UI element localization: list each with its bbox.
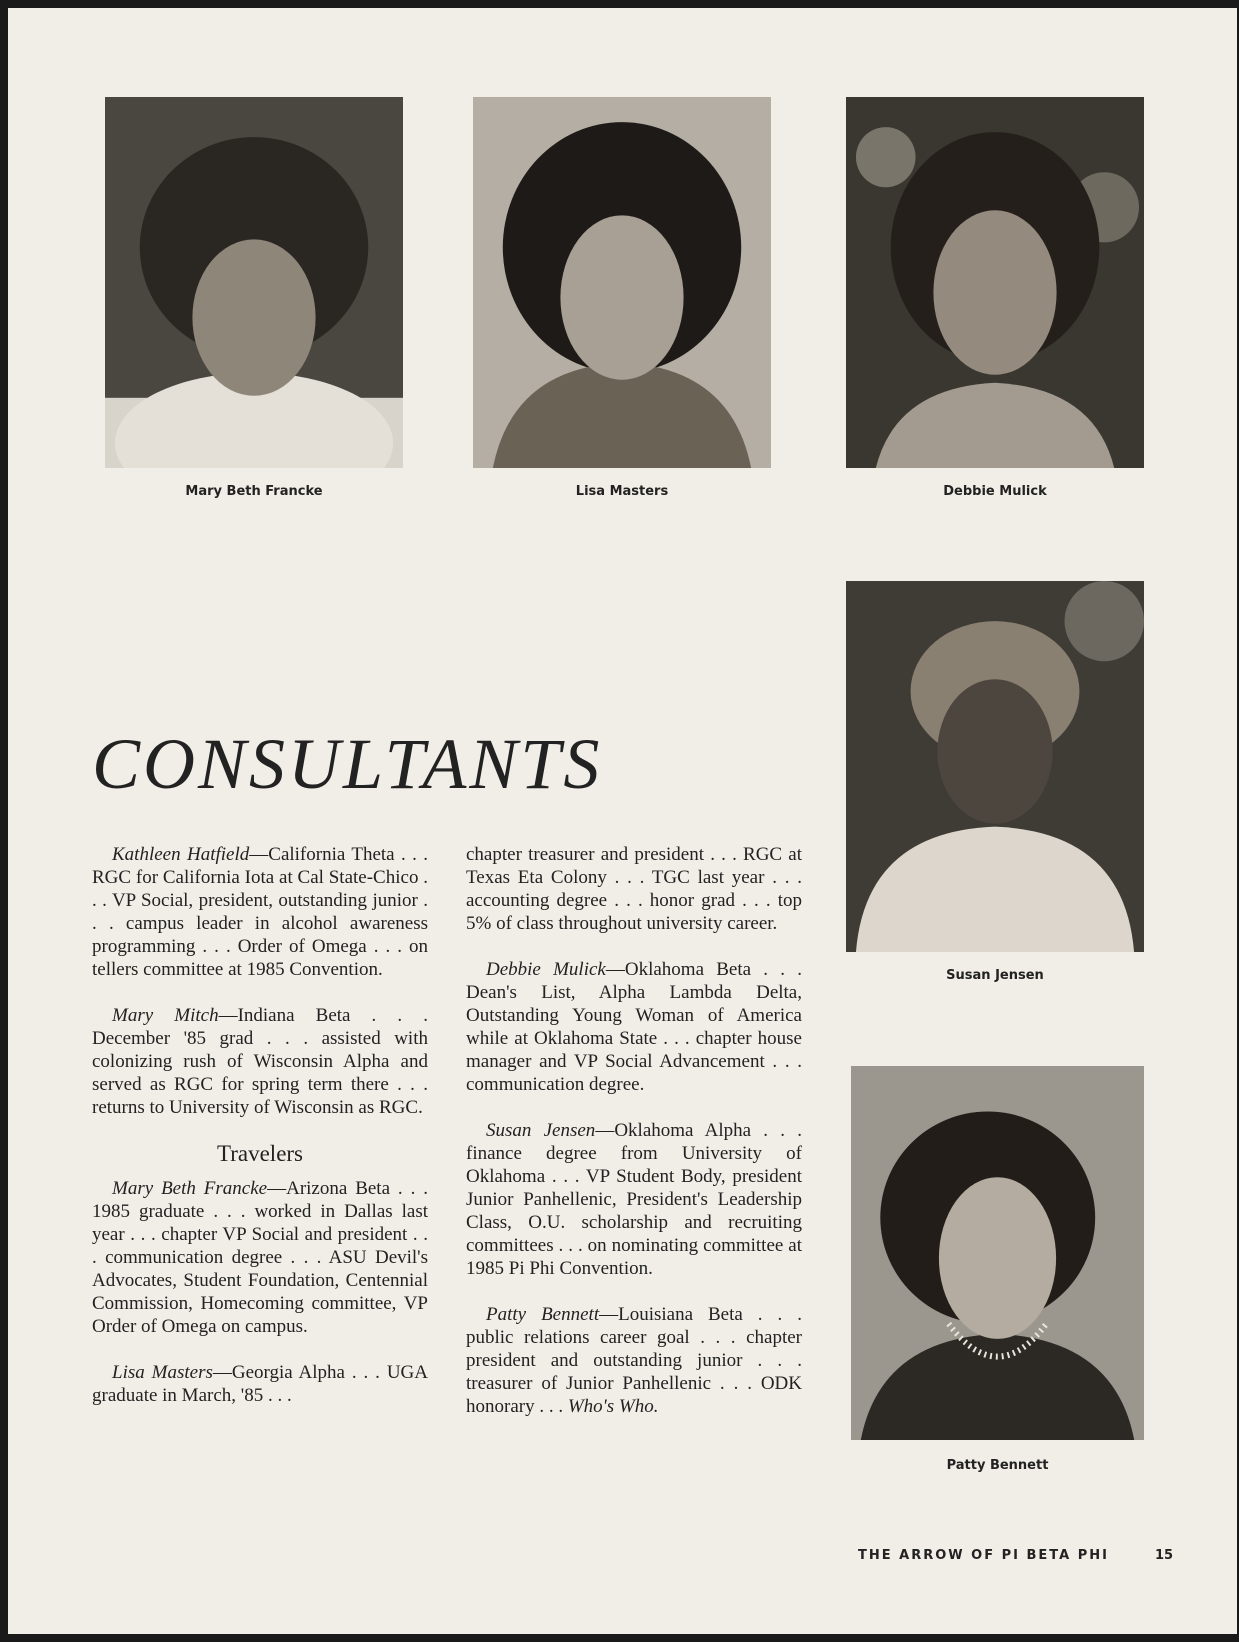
bio-name: Lisa Masters	[112, 1362, 213, 1383]
bio-paragraph	[466, 958, 802, 1096]
bio-paragraph	[92, 1361, 428, 1407]
bio-paragraph	[92, 843, 428, 981]
magazine-page	[8, 8, 1237, 1634]
bio-paragraph	[466, 1303, 802, 1418]
bio-name: Debbie Mulick	[486, 959, 606, 980]
bio-paragraph	[92, 1177, 428, 1338]
photo-caption: Debbie Mulick	[943, 484, 1047, 499]
page-number: 15	[1155, 1548, 1174, 1563]
bio-name: Mary Mitch	[112, 1005, 219, 1026]
text-column-right	[466, 843, 802, 1441]
bio-paragraph-continued	[466, 843, 802, 935]
page-title: CONSULTANTS	[92, 724, 603, 804]
bio-text: —Indiana Beta . . . December '85 grad . . . assisted with colonizing rush of Wisconsin Alpha and served as RGC for spring term there . . . returns to University of Wisconsin as RGC.	[92, 1005, 428, 1118]
photo-caption: Patty Bennett	[946, 1458, 1049, 1473]
portrait-photo-susan-jensen	[846, 581, 1144, 952]
bio-italic-text: Who's Who.	[567, 1396, 659, 1417]
bio-text: —Arizona Beta . . . 1985 graduate . . . worked in Dallas last year . . . chapter VP Social and president . . . communication degree . . . ASU Devil's Advocates, Student Foundation, Centennial Commission, Homecoming committee, VP Order of Omega on campus.	[92, 1178, 428, 1337]
section-heading: Travelers	[216, 1141, 304, 1166]
bio-text: —Oklahoma Alpha . . . finance degree from University of Oklahoma . . . VP Student Body, president Junior Panhellenic, President's Leadership Class, O.U. scholarship and recruiting committees . . . on nominating committee at 1985 Pi Phi Convention.	[466, 1120, 802, 1279]
bio-name: Mary Beth Francke	[112, 1178, 268, 1199]
bio-name: Kathleen Hatfield	[112, 844, 250, 865]
bio-name: Susan Jensen	[486, 1120, 596, 1141]
portrait-photo-debbie-mulick	[846, 97, 1144, 468]
bio-text: —California Theta . . . RGC for California Iota at Cal State-Chico . . . VP Social, president, outstanding junior . . . campus leader in alcohol awareness programming . . . Order of Omega . . . on tellers committee at 1985 Convention.	[92, 844, 429, 980]
portrait-photo-patty-bennett	[851, 1066, 1144, 1440]
bio-paragraph	[92, 1004, 428, 1119]
text-column-left	[92, 843, 428, 1430]
portrait-photo-lisa-masters	[473, 97, 771, 468]
bio-name: Patty Bennett	[486, 1304, 600, 1325]
bio-text: —Georgia Alpha . . . UGA graduate in March, '85 . . .	[92, 1362, 428, 1406]
photo-caption: Susan Jensen	[946, 968, 1044, 983]
publication-footer: THE ARROW OF PI BETA PHI	[858, 1548, 1109, 1563]
bio-text: —Louisiana Beta . . . public relations career goal . . . chapter president and outstanding junior . . . treasurer of Junior Panhellenic . . . ODK honorary . . .	[466, 1304, 802, 1417]
portrait-photo-mary-beth-francke	[105, 97, 403, 468]
bio-text: —Oklahoma Beta . . . Dean's List, Alpha Lambda Delta, Outstanding Young Woman of America while at Oklahoma State . . . chapter house manager and VP Social Advancement . . . communication degree.	[466, 959, 802, 1095]
photo-caption: Lisa Masters	[575, 484, 669, 499]
bio-paragraph	[466, 1119, 802, 1280]
photo-caption: Mary Beth Francke	[185, 484, 323, 499]
bio-text: chapter treasurer and president . . . RGC at Texas Eta Colony . . . TGC last year . . . accounting degree . . . honor grad . . . top 5% of class throughout university career.	[466, 844, 802, 934]
